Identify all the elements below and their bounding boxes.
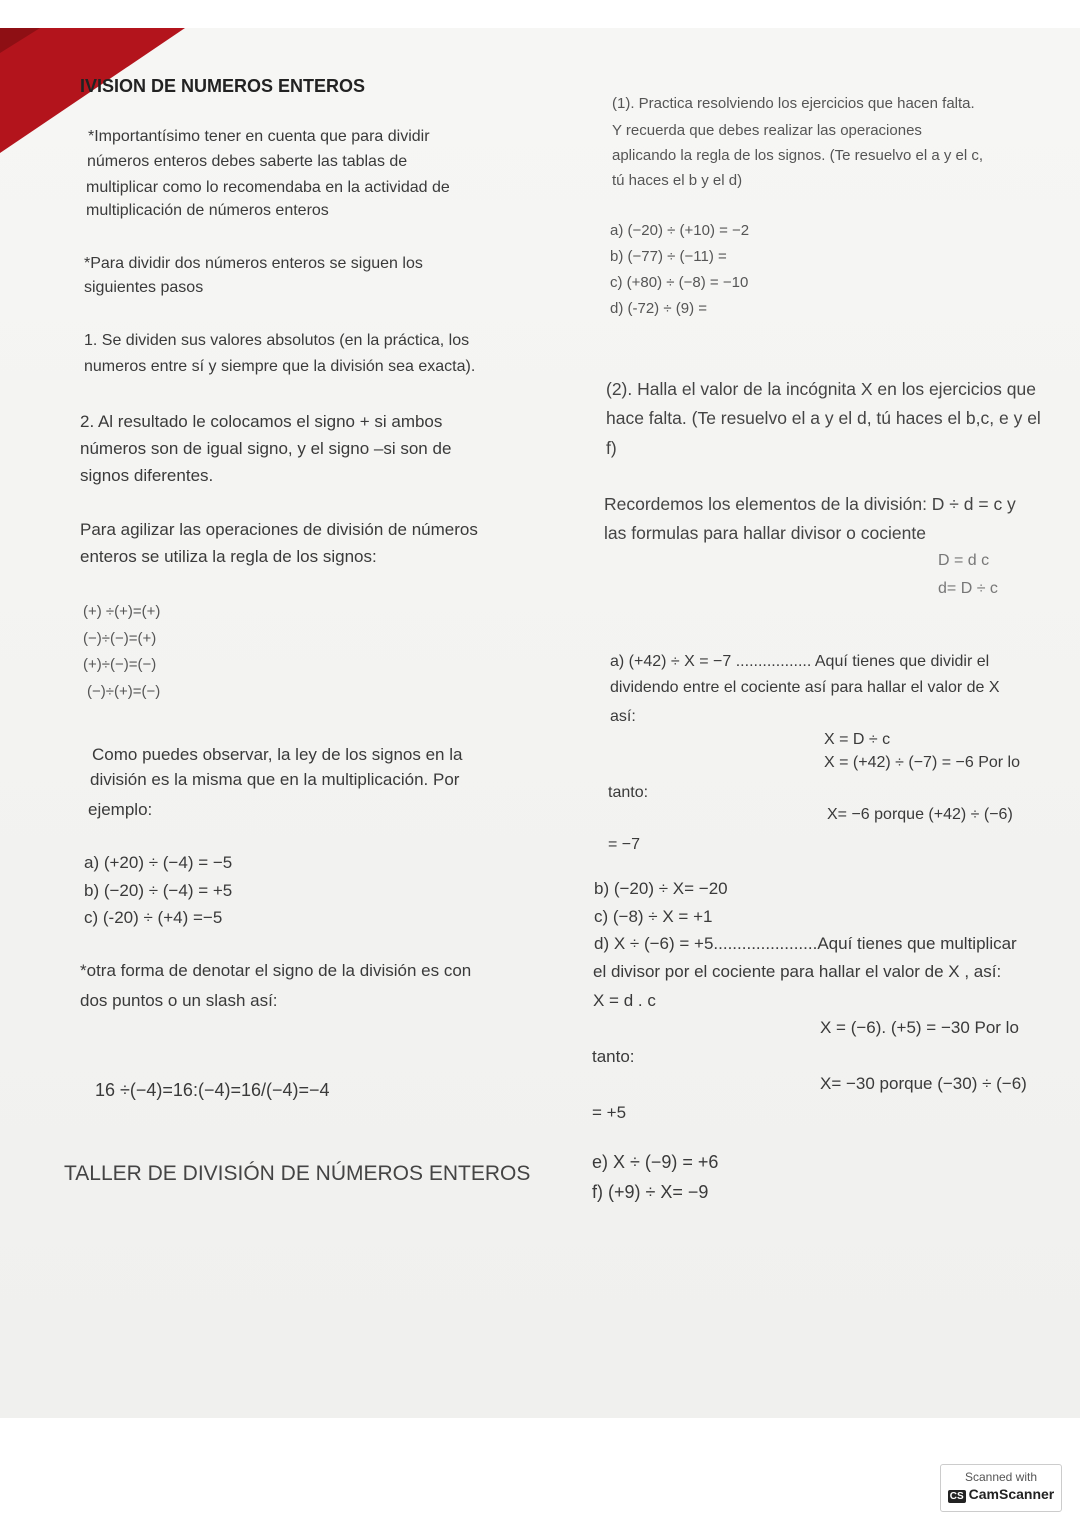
- exercise-1-intro: Y recuerda que debes realizar las operaciones: [612, 122, 922, 139]
- formula: D = d c: [938, 552, 990, 569]
- badge-line1: Scanned with: [964, 1470, 1038, 1484]
- item-c: c) (−8) ÷ X = +1: [594, 907, 713, 926]
- example: a) (+20) ÷ (−4) = −5: [84, 853, 233, 872]
- item-a: así:: [610, 708, 636, 725]
- item-a-check: X= −6 porque (+42) ÷ (−6): [827, 806, 1013, 823]
- steps-intro: siguientes pasos: [84, 279, 204, 296]
- intro-line: *Importantísimo tener en cuenta que para dividir: [88, 128, 430, 145]
- item-d: d) X ÷ (−6) = +5......................Aquí tienes que multiplicar: [594, 934, 1017, 953]
- example: c) (-20) ÷ (+4) =−5: [84, 908, 223, 927]
- step-2: 2. Al resultado le colocamos el signo + si ambos: [80, 412, 443, 431]
- notation-example: 16 ÷(−4)=16:(−4)=16/(−4)=−4: [95, 1080, 330, 1100]
- exercise-1-item: c) (+80) ÷ (−8) = −10: [610, 274, 749, 291]
- workshop-title: TALLER DE DIVISIÓN DE NÚMEROS ENTEROS: [64, 1162, 531, 1185]
- item-d-result: = +5: [592, 1103, 627, 1122]
- item-a: dividendo entre el cociente así para hallar el valor de X: [610, 679, 1000, 696]
- intro-line: números enteros debes saberte las tablas de: [87, 153, 408, 170]
- exercise-2-intro: hace falta. (Te resuelvo el a y el d, tú haces el b,c, e y el: [606, 408, 1041, 428]
- intro-line: multiplicación de números enteros: [86, 202, 329, 219]
- item-b: b) (−20) ÷ X= −20: [594, 879, 728, 898]
- recall-text: Recordemos los elementos de la división: D ÷ d = c y: [604, 494, 1016, 514]
- item-a-result: = −7: [608, 836, 641, 853]
- exercise-1-item: a) (−20) ÷ (+10) = −2: [610, 222, 750, 239]
- item-a-work: X = D ÷ c: [824, 731, 891, 748]
- step-1: numeros entre sí y siempre que la división sea exacta).: [84, 358, 476, 375]
- observe-text: ejemplo:: [88, 800, 153, 819]
- intro-line: multiplicar como lo recomendaba en la actividad de: [86, 179, 450, 196]
- step-2: números son de igual signo, y el signo –si son de: [80, 439, 452, 458]
- exercise-1-intro: aplicando la regla de los signos. (Te resuelvo el a y el c,: [612, 147, 984, 164]
- scanned-page: [0, 28, 1080, 1418]
- red-corner-shadow: [0, 28, 40, 53]
- exercise-1-intro: (1). Practica resolviendo los ejercicios que hacen falta.: [612, 95, 975, 112]
- sign-rule: (+)÷(−)=(−): [83, 656, 157, 673]
- item-d-work: X = (−6). (+5) = −30 Por lo: [820, 1018, 1019, 1037]
- rule-intro: enteros se utiliza la regla de los signos:: [80, 547, 377, 566]
- camscanner-badge: [940, 1464, 1062, 1512]
- rule-intro: Para agilizar las operaciones de división de números: [80, 520, 478, 539]
- badge-line2: CamScanner: [968, 1486, 1055, 1502]
- sign-rule: (−)÷(−)=(+): [83, 630, 157, 647]
- step-1: 1. Se dividen sus valores absolutos (en la práctica, los: [84, 332, 470, 349]
- item-d: X = d . c: [593, 991, 656, 1010]
- exercise-2-intro: (2). Halla el valor de la incógnita X en los ejercicios que: [606, 379, 1036, 399]
- camscanner-logo-icon: CS: [949, 1491, 964, 1502]
- item-a-tanto: tanto:: [608, 784, 649, 801]
- exercise-2-intro: f): [606, 438, 617, 458]
- item-d-tanto: tanto:: [592, 1047, 635, 1066]
- item-a-work: X = (+42) ÷ (−7) = −6 Por lo: [824, 754, 1020, 771]
- exercise-1-intro: tú haces el b y el d): [612, 172, 743, 189]
- item-e: e) X ÷ (−9) = +6: [592, 1152, 719, 1172]
- item-f: f) (+9) ÷ X= −9: [592, 1182, 709, 1202]
- exercise-1-item: b) (−77) ÷ (−11) =: [610, 248, 727, 265]
- exercise-1-item: d) (-72) ÷ (9) =: [610, 300, 708, 317]
- item-a: a) (+42) ÷ X = −7 ................. Aquí tienes que dividir el: [610, 653, 990, 670]
- example: b) (−20) ÷ (−4) = +5: [84, 881, 233, 900]
- item-d-check: X= −30 porque (−30) ÷ (−6): [820, 1074, 1027, 1093]
- item-d: el divisor por el cociente para hallar el valor de X , así:: [593, 962, 1002, 981]
- observe-text: Como puedes observar, la ley de los signos en la: [92, 745, 463, 764]
- observe-text: división es la misma que en la multiplicación. Por: [90, 770, 460, 789]
- recall-text: las formulas para hallar divisor o cociente: [604, 523, 926, 543]
- notation-text: dos puntos o un slash así:: [80, 991, 278, 1010]
- notation-text: *otra forma de denotar el signo de la división es con: [80, 961, 472, 980]
- formula: d= D ÷ c: [938, 580, 998, 597]
- sign-rule: (+) ÷(+)=(+): [83, 603, 161, 620]
- step-2: signos diferentes.: [80, 466, 214, 485]
- steps-intro: *Para dividir dos números enteros se siguen los: [84, 255, 423, 272]
- page-title: IVISION DE NUMEROS ENTEROS: [80, 76, 366, 96]
- sign-rule: (−)÷(+)=(−): [87, 683, 161, 700]
